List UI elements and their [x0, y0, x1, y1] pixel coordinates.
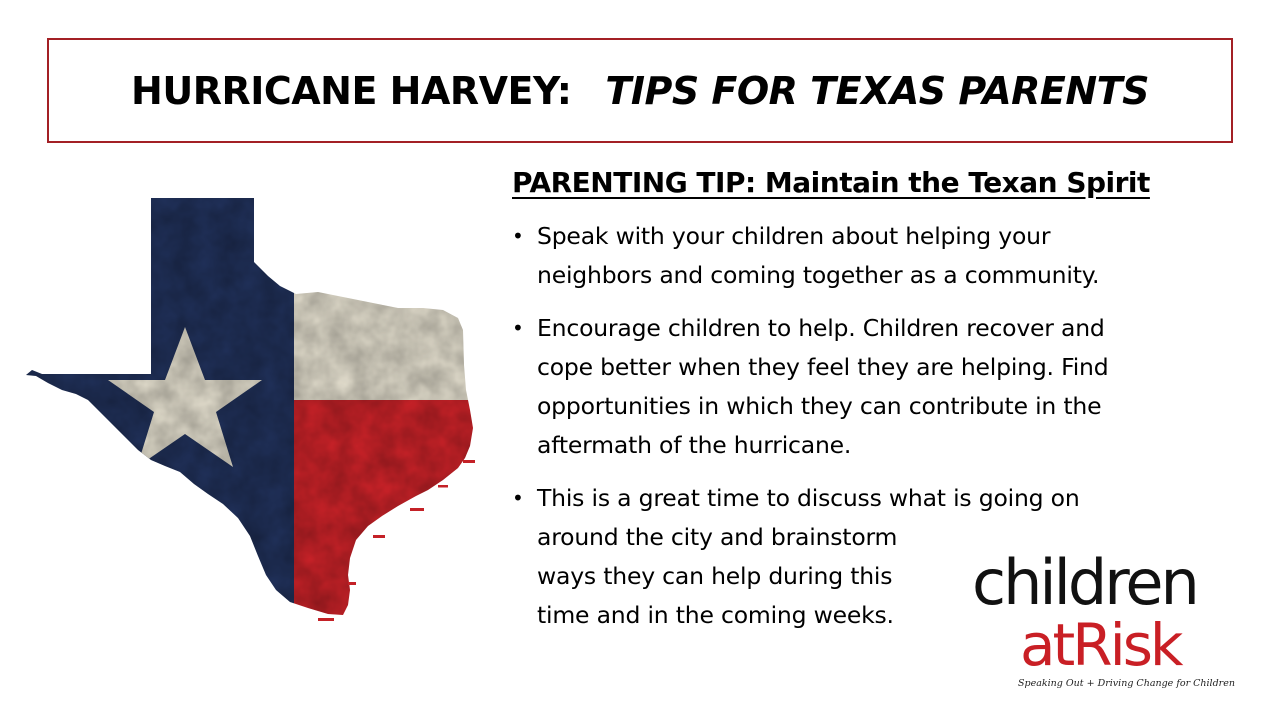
- list-item: [512, 309, 1242, 465]
- bullet-line: around the city and brainstorm: [537, 523, 898, 551]
- bullet-line: • Encourage children to help. Children recover and: [537, 314, 1105, 342]
- texas-flag-map-icon: [18, 190, 488, 630]
- bullet-line: • This is a great time to discuss what is going on: [537, 484, 1080, 512]
- bullet-line: opportunities in which they can contribute in the: [537, 392, 1102, 420]
- bullet-line: cope better when they feel they are helping. Find: [537, 353, 1109, 381]
- title-left: HURRICANE HARVEY:: [131, 68, 572, 113]
- bullet-line: aftermath of the hurricane.: [537, 431, 852, 459]
- children-at-risk-logo: [968, 548, 1248, 698]
- bullet-line: time and in the coming weeks.: [537, 601, 894, 629]
- logo-word-atrisk: atRisk: [1020, 611, 1181, 679]
- list-item: [512, 217, 1242, 295]
- bullet-line: ways they can help during this: [537, 562, 893, 590]
- logo-tagline: Speaking Out + Driving Change for Children: [1018, 678, 1235, 689]
- logo-word-children: children: [972, 546, 1197, 619]
- title-box: [47, 38, 1233, 143]
- page-title: [131, 69, 1149, 113]
- parenting-tip-heading: PARENTING TIP: Maintain the Texan Spirit: [512, 166, 1150, 199]
- bullet-line: neighbors and coming together as a community.: [537, 261, 1100, 289]
- title-right: TIPS FOR TEXAS PARENTS: [605, 68, 1149, 113]
- bullet-line: • Speak with your children about helping your: [537, 222, 1051, 250]
